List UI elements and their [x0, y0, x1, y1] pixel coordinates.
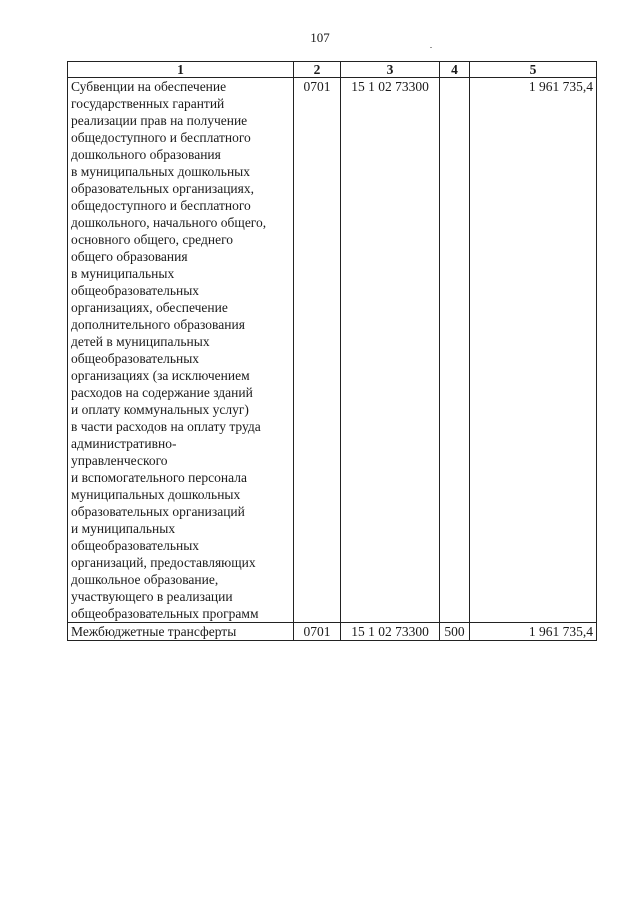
row-1-name-line: общеобразовательных	[71, 351, 200, 366]
row-1-name-line: общедоступного и бесплатного	[71, 198, 251, 213]
row-1-name-line: в муниципальных	[71, 266, 175, 281]
row-1-name-line: детей в муниципальных	[71, 334, 210, 349]
row-1-name-line: государственных гарантий	[71, 96, 225, 111]
header-col-4: 4	[440, 62, 470, 78]
row-1-name-line: управленческого	[71, 453, 168, 468]
row-2-target: 15 1 02 73300	[341, 623, 440, 641]
row-1-name-line: общего образования	[71, 249, 188, 264]
row-1-name	[68, 78, 294, 623]
scan-speck	[430, 47, 432, 48]
table-header-row	[68, 62, 597, 78]
row-2-section: 0701	[294, 623, 341, 641]
row-1-name-line: организациях, обеспечение	[71, 300, 228, 315]
header-col-2: 2	[294, 62, 341, 78]
row-1-name-line: организациях (за исключением	[71, 368, 250, 383]
header-col-5: 5	[470, 62, 597, 78]
header-col-3: 3	[341, 62, 440, 78]
row-1-name-line: административно-	[71, 436, 177, 451]
row-1-name-line: основного общего, среднего	[71, 232, 234, 247]
row-1-name-line: общедоступного и бесплатного	[71, 130, 251, 145]
row-1-name-line: дошкольного образования	[71, 147, 221, 162]
page-number: 107	[310, 30, 330, 45]
row-1-name-line: муниципальных дошкольных	[71, 487, 241, 502]
row-1-name-line: образовательных организациях,	[71, 181, 254, 196]
row-1-name-line: организаций, предоставляющих	[71, 555, 256, 570]
row-1-amount: 1 961 735,4	[470, 78, 597, 623]
row-1-name-line: Субвенции на обеспечение	[71, 79, 227, 94]
header-col-1: 1	[68, 62, 294, 78]
row-1-name-line: и муниципальных	[71, 521, 176, 536]
row-1-name-line: общеобразовательных	[71, 283, 200, 298]
row-1-name-line: общеобразовательных программ	[71, 606, 259, 621]
row-1-name-line: в муниципальных дошкольных	[71, 164, 250, 179]
row-1-name-line: реализации прав на получение	[71, 113, 248, 128]
budget-table	[67, 61, 597, 641]
row-1-name-line: образовательных организаций	[71, 504, 245, 519]
table-row	[68, 78, 597, 623]
row-2-expense-type: 500	[440, 623, 470, 641]
row-1-name-line: дополнительного образования	[71, 317, 245, 332]
row-1-name-line: в части расходов на оплату труда	[71, 419, 261, 434]
row-1-name-line: дошкольного, начального общего,	[71, 215, 267, 230]
row-1-section: 0701	[294, 78, 341, 623]
row-1-name-line: общеобразовательных	[71, 538, 200, 553]
row-1-name-line: дошкольное образование,	[71, 572, 219, 587]
row-1-expense-type	[440, 78, 470, 623]
table-row	[68, 623, 597, 641]
row-1-target: 15 1 02 73300	[341, 78, 440, 623]
row-2-amount: 1 961 735,4	[470, 623, 597, 641]
row-1-name-line: и вспомогательного персонала	[71, 470, 247, 485]
row-2-name: Межбюджетные трансферты	[68, 623, 294, 641]
row-1-name-line: расходов на содержание зданий	[71, 385, 253, 400]
row-1-name-line: и оплату коммунальных услуг)	[71, 402, 249, 417]
row-1-name-line: участвующего в реализации	[71, 589, 233, 604]
